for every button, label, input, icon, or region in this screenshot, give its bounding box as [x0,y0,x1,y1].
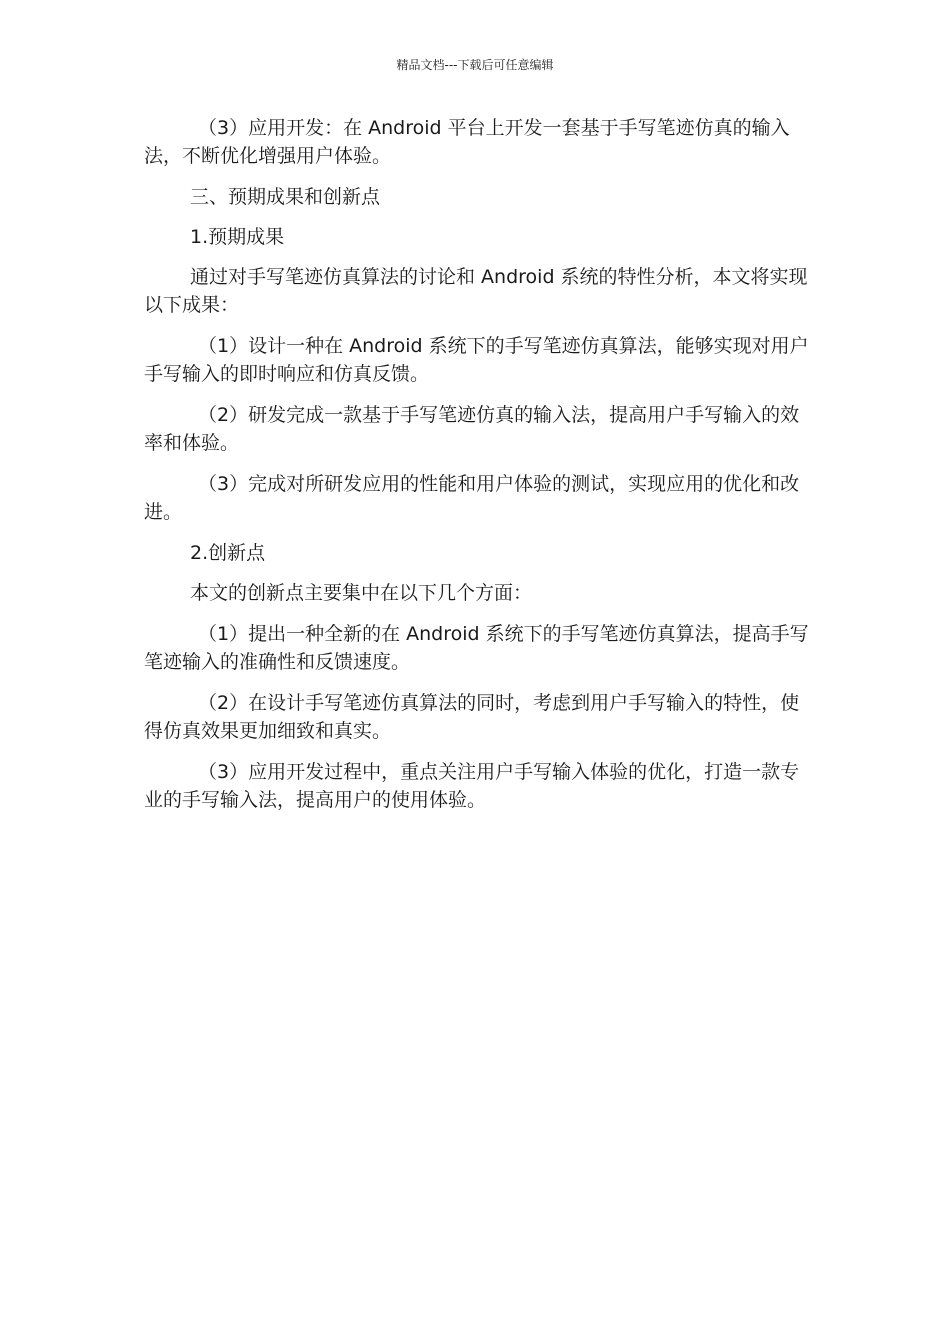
paragraph-results-intro: 通过对手写笔迹仿真算法的讨论和 Android 系统的特性分析，本文将实现以下成果： [144,266,808,316]
paragraph-result-1: （1）设计一种在 Android 系统下的手写笔迹仿真算法，能够实现对用户手写输入的即时响应和仿真反馈。 [144,335,809,385]
paragraph-innovation-2: （2）在设计手写笔迹仿真算法的同时，考虑到用户手写输入的特性，使得仿真效果更加细致和真实。 [144,692,800,742]
paragraph-result-2: （2）研发完成一款基于手写笔迹仿真的输入法，提高用户手写输入的效率和体验。 [144,404,800,454]
paragraph-innovations-intro: 本文的创新点主要集中在以下几个方面： [190,582,533,604]
document-body [144,114,814,827]
paragraph-app-development: （3）应用开发：在 Android 平台上开发一套基于手写笔迹仿真的输入法，不断优化增强用户体验。 [144,117,790,167]
section-heading-expected-results: 三、预期成果和创新点 [190,186,381,208]
paragraph-result-3: （3）完成对所研发应用的性能和用户体验的测试，实现应用的优化和改进。 [144,473,800,523]
paragraph-innovation-1: （1）提出一种全新的在 Android 系统下的手写笔迹仿真算法，提高手写笔迹输入的准确性和反馈速度。 [144,623,809,673]
paragraph-innovation-3: （3）应用开发过程中，重点关注用户手写输入体验的优化，打造一款专业的手写输入法，提高用户的使用体验。 [144,761,800,811]
subheading-expected-results: 1.预期成果 [190,226,285,248]
page-header: 精品文档---下载后可任意编辑 [396,58,554,72]
subheading-innovations: 2.创新点 [190,542,266,564]
